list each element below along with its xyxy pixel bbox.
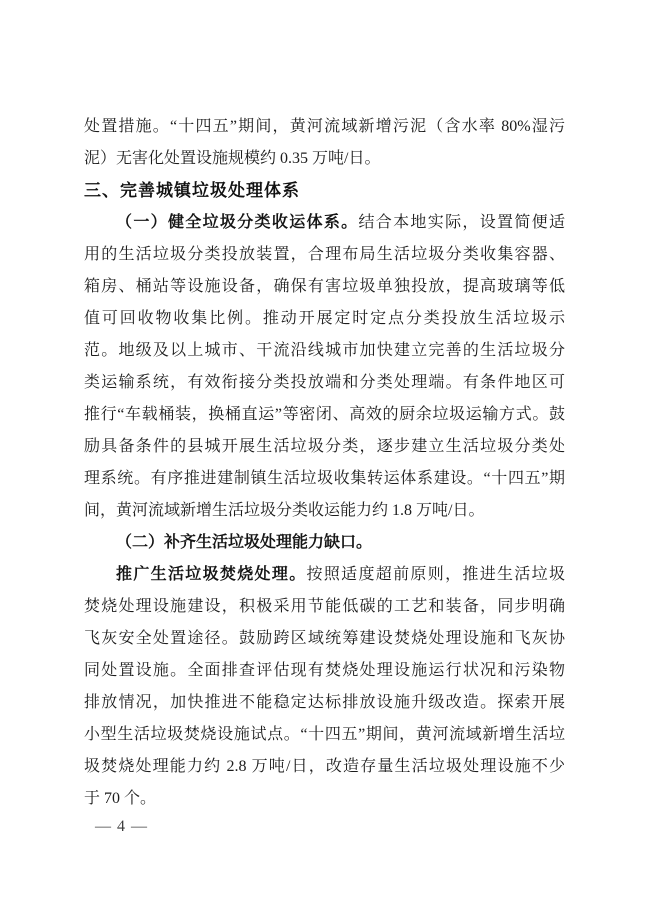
text-line	[84, 431, 565, 463]
text-line	[84, 751, 565, 783]
text-line	[84, 239, 565, 271]
line-text: 泥）无害化处置设施规模约 0.35 万吨/日。	[84, 150, 381, 167]
text-line	[84, 399, 565, 431]
text-line	[84, 143, 565, 175]
text-line	[84, 303, 565, 335]
line-text: 箱房、桶站等设施设备，确保有害垃圾单独投放，提高玻璃等低	[84, 278, 565, 295]
text-line	[84, 623, 565, 655]
text-line	[84, 687, 565, 719]
page-number: — 4 —	[95, 818, 148, 835]
line-text: 范。地级及以上城市、干流沿线城市加快建立完善的生活垃圾分	[84, 342, 565, 359]
text-line	[84, 111, 565, 143]
text-line	[84, 559, 565, 591]
text-line	[84, 719, 565, 751]
section-heading: 三、完善城镇垃圾处理体系	[84, 181, 300, 201]
text-line	[84, 591, 565, 623]
line-text: 圾焚烧处理能力约 2.8 万吨/日，改造存量生活垃圾处理设施不少	[84, 758, 565, 775]
line-text: 用的生活垃圾分类投放装置，合理布局生活垃圾分类收集容器、	[84, 246, 565, 263]
line-text: 小型生活垃圾焚烧设施试点。“十四五”期间，黄河流域新增生活垃	[84, 726, 565, 743]
text-line	[84, 463, 565, 495]
subsection-lead-text: （二）补齐生活垃圾处理能力缺口。	[116, 534, 373, 551]
text-line	[84, 527, 565, 559]
line-text: 间，黄河流域新增生活垃圾分类收运能力约 1.8 万吨/日。	[84, 502, 485, 519]
text-line	[84, 495, 565, 527]
line-text: 理系统。有序推进建制镇生活垃圾收集转运体系建设。“十四五”期	[84, 470, 565, 487]
text-line	[84, 783, 565, 815]
line-text: 焚烧处理设施建设，积极采用节能低碳的工艺和装备，同步明确	[84, 598, 565, 615]
text-line	[84, 367, 565, 399]
text-line	[84, 655, 565, 687]
text-line	[84, 335, 565, 367]
text-line	[84, 207, 565, 239]
line-text: 飞灰安全处置途径。鼓励跨区域统筹建设焚烧处理设施和飞灰协	[84, 630, 565, 647]
line-text: 按照适度超前原则，推进生活垃圾	[306, 566, 565, 583]
line-text: 结合本地实际，设置简便适	[358, 214, 565, 231]
line-text: 励具备条件的县城开展生活垃圾分类，逐步建立生活垃圾分类处	[84, 438, 565, 455]
paragraph-lead-text: 推广生活垃圾焚烧处理。	[116, 566, 307, 583]
line-text: 值可回收物收集比例。推动开展定时定点分类投放生活垃圾示	[84, 310, 565, 327]
line-text: 处置措施。“十四五”期间，黄河流域新增污泥（含水率 80%湿污	[84, 118, 565, 135]
line-text: 推行“车载桶装，换桶直运”等密闭、高效的厨余垃圾运输方式。鼓	[84, 406, 565, 423]
line-text: 类运输系统，有效衔接分类投放端和分类处理端。有条件地区可	[84, 374, 565, 391]
line-text: 同处置设施。全面排查评估现有焚烧处理设施运行状况和污染物	[84, 662, 565, 679]
text-line	[84, 271, 565, 303]
line-text: 于 70 个。	[84, 790, 157, 807]
document-body	[84, 111, 565, 815]
subsection-lead-text: （一）健全垃圾分类收运体系。	[116, 214, 359, 231]
line-text: 排放情况，加快推进不能稳定达标排放设施升级改造。探索开展	[84, 694, 565, 711]
